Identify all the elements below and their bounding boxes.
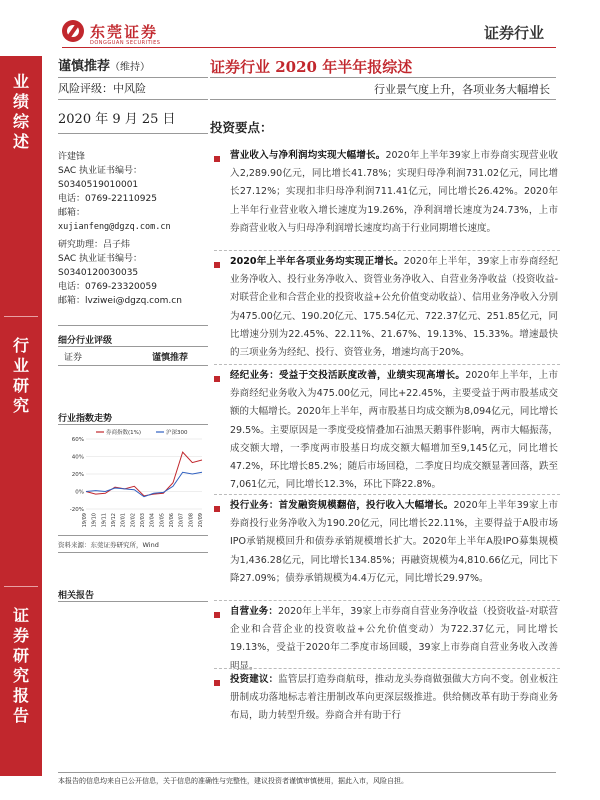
- chart-legend-label: 券商指数(1%): [106, 430, 142, 436]
- analyst-cert: S0340519010001: [58, 180, 139, 190]
- divider: [58, 325, 208, 326]
- divider: [58, 365, 208, 366]
- paragraph-advice-body: 监管层打造券商航母，推动龙头券商做强做大方向不变。创业板注册制成功落地标志着注册制改革向更深层级推进。供给侧改革有助于券商业务布局，助力转型升级。券商合并有助于行: [230, 674, 558, 722]
- analyst-email-label: 邮箱：: [58, 208, 86, 218]
- paragraph-advice: [230, 671, 558, 726]
- bullet-icon: [214, 262, 220, 268]
- sidebar-divider: [4, 316, 38, 317]
- paragraph-proprietary: [230, 603, 558, 676]
- divider: [214, 364, 560, 365]
- paragraph-revenue-body: 2020年上半年39家上市券商实现营业收入2,289.90亿元，同比增长41.78%；实现归母净利润731.02亿元，同比增长27.12%；实现扣非归母净利润711.41亿元，同比增长26.42%。2020年上半年行业营业收入增长速度为19.26%，净利润增长速度为24.73%，上市券商营业收入与归母净利润增长速度均高于行业同期增长速度。: [230, 150, 558, 234]
- analyst-cert-label: SAC 执业证书编号：: [58, 166, 143, 176]
- paragraph-ib-lead: 投行业务：首发融资规模翻倍，投行收入大幅增长。: [230, 500, 454, 511]
- divider: [58, 133, 208, 134]
- analyst-info: [58, 150, 171, 234]
- paragraph-brokerage-lead: 经纪业务：受益于交投活跃度改善，业绩实现高增长。: [230, 370, 466, 381]
- chart-xtick-label: 20/01: [120, 513, 127, 528]
- sidebar-block-1-text: 业 绩 综 述: [12, 72, 29, 151]
- chart-ytick-label: 60%: [71, 437, 84, 443]
- divider: [214, 494, 560, 495]
- divider: [214, 668, 560, 669]
- divider: [58, 77, 208, 78]
- assistant-email[interactable]: 邮箱：lvziwei@dgzq.com.cn: [58, 296, 182, 306]
- rating-note: （维持）: [110, 62, 151, 73]
- chart-xtick-label: 20/02: [130, 513, 137, 528]
- rating-table-title: 细分行业评级: [58, 336, 113, 346]
- rating: [58, 55, 150, 74]
- chart-ytick-label: 0%: [75, 489, 84, 496]
- sidebar-block-1: [0, 72, 42, 152]
- header-divider: [62, 47, 556, 48]
- report-date: 2020 年 9 月 25 日: [58, 112, 176, 127]
- paragraph-business-body: 2020年上半年，39家上市券商经纪业务净收入、投行业务净收入、资管业务净收入、自营业务净收益（投资收益-对联营企业和合营企业的投资收益+公允价值变动收益）、信用业务净收入分别为475.00亿元、190.20亿元、175.54亿元、722.37亿元、251.85亿元，同比增速分别为22.45%、22.11%、21.67%、19.13%、15.33%。增速最快的三项业务为经纪、投行、资管业务，增速均高于20%。: [230, 256, 558, 359]
- bullet-icon: [214, 156, 220, 162]
- analyst-name: 许建锋: [58, 152, 86, 162]
- paragraph-revenue: [230, 147, 558, 238]
- divider: [58, 552, 208, 553]
- paragraph-advice-lead: 投资建议：: [230, 674, 279, 685]
- rating-table-key: 证券: [64, 353, 83, 363]
- divider: [58, 535, 208, 536]
- header-industry: 证券行业: [483, 24, 544, 42]
- chart-xtick-label: 19/10: [91, 513, 98, 528]
- chart-xtick-label: 19/12: [111, 513, 117, 528]
- assistant-cert-label: SAC 执业证书编号：: [58, 254, 143, 264]
- index-chart: [58, 425, 208, 535]
- chart-xtick-label: 20/06: [169, 513, 175, 528]
- footer-divider: [58, 772, 556, 773]
- chart-xtick-label: 20/03: [140, 513, 146, 528]
- paragraph-ib-body: 2020年上半年39家上市券商投行业务净收入为190.20亿元，同比增长22.11%，主要得益于A股市场IPO承销规模回升和债券承销规模增长扩大。2020年上半年A股IPO募集规模为1,436.28亿元，同比增长134.85%；再融资规模为4,810.66亿元，同比下降27.09%；债券承销规模为4.4万亿元，同比增长29.97%。: [230, 500, 558, 584]
- divider: [58, 99, 208, 100]
- paragraph-business: [230, 253, 558, 362]
- risk-level: 风险评级：中风险: [58, 82, 146, 95]
- sidebar-divider: [4, 586, 38, 587]
- index-chart-svg: [58, 425, 208, 535]
- divider: [210, 77, 556, 78]
- chart-xtick-label: 20/07: [178, 513, 185, 528]
- chart-xtick-label: 20/08: [188, 513, 195, 528]
- sidebar-block-2: [0, 336, 42, 416]
- chart-ytick-label: 20%: [71, 472, 84, 478]
- bullet-icon: [214, 506, 220, 512]
- rating-table-val: 谨慎推荐: [151, 353, 188, 363]
- chart-xtick-label: 20/04: [149, 513, 156, 528]
- assistant-tel: 电话：0769-23320059: [58, 282, 157, 292]
- bullet-icon: [214, 680, 220, 686]
- chart-ytick-label: -20%: [69, 507, 84, 513]
- paragraph-business-lead: 2020年上半年各项业务均实现正增长。: [230, 256, 404, 267]
- company-sub: DONGGUAN SECURITIES: [90, 40, 161, 46]
- report-subtitle: 行业景气度上升，各项业务大幅增长: [374, 83, 550, 96]
- rating-value: 谨慎推荐: [58, 59, 111, 74]
- chart-xtick-label: 19/09: [82, 513, 88, 528]
- chart-xtick-label: 20/05: [159, 513, 166, 528]
- assistant-name: 研究助理：吕子炜: [58, 240, 131, 250]
- paragraph-ib: [230, 497, 558, 588]
- divider: [58, 346, 208, 347]
- rating-table-row: [58, 350, 208, 363]
- divider: [214, 600, 560, 601]
- key-points-title: 投资要点：: [210, 120, 273, 135]
- sidebar-block-2-text: 行 业 研 究: [12, 336, 29, 415]
- assistant-info: [58, 238, 182, 308]
- paragraph-brokerage-body: 2020年上半年，上市券商经纪业务收入为475.00亿元，同比+22.45%，主要受益于两市股基成交额的大幅增长。2020年上半年，两市股基日均成交额为8,094亿元，同比增长29.5%。主要原因是一季度受疫情叠加石油黑天鹅事件影响，两市大幅振荡，成交额大增，一季度两市股基日均成交额大幅增加至9,145亿元，同比增长47.2%，环比增长85.2%；随后市场回稳，二季度日均成交额显著回落，跌至7,061亿元，同比增长12.3%，环比下降22.8%。: [230, 370, 558, 491]
- analyst-tel: 电话：0769-22110925: [58, 194, 157, 204]
- chart-xtick-label: 19/11: [101, 513, 108, 528]
- disclaimer: 本报告的信息均来自已公开信息，关于信息的准确性与完整性，建议投资者谨慎审慎使用，据此入市，风险自担。: [58, 777, 408, 785]
- index-chart-title: 行业指数走势: [58, 414, 113, 424]
- logo-icon: [62, 20, 84, 42]
- chart-ytick-label: 40%: [71, 454, 84, 461]
- related-reports-title: 相关报告: [58, 591, 95, 601]
- divider: [214, 250, 560, 251]
- analyst-email[interactable]: xujianfeng@dgzq.com.cn: [58, 222, 171, 232]
- bullet-icon: [214, 612, 220, 618]
- chart-legend-label: 沪深300: [166, 430, 188, 436]
- paragraph-proprietary-lead: 自营业务：: [230, 606, 279, 617]
- paragraph-revenue-lead: 营业收入与净利润均实现大幅增长。: [230, 150, 386, 161]
- divider: [210, 99, 556, 100]
- report-title: 证券行业 2020 年半年报综述: [210, 58, 413, 76]
- company-name: 东莞证券: [90, 22, 159, 41]
- paragraph-brokerage: [230, 367, 558, 494]
- chart-source: 资料来源：东莞证券研究所，Wind: [58, 541, 159, 549]
- divider: [58, 601, 208, 602]
- sidebar-block-3-text: 证 券 研 究 报 告: [12, 606, 29, 725]
- assistant-cert: S0340120030035: [58, 268, 139, 278]
- chart-xtick-label: 20/09: [198, 513, 204, 528]
- paragraph-proprietary-body: 2020年上半年，39家上市券商自营业务净收益（投资收益-对联营企业和合营企业的投资收益+公允价值变动）为722.37亿元，同比增长19.13%，受益于2020年二季度市场回暖，39家上市券商自营业务收入改善明显。: [230, 606, 558, 672]
- bullet-icon: [214, 376, 220, 382]
- sidebar-block-3: [0, 606, 42, 726]
